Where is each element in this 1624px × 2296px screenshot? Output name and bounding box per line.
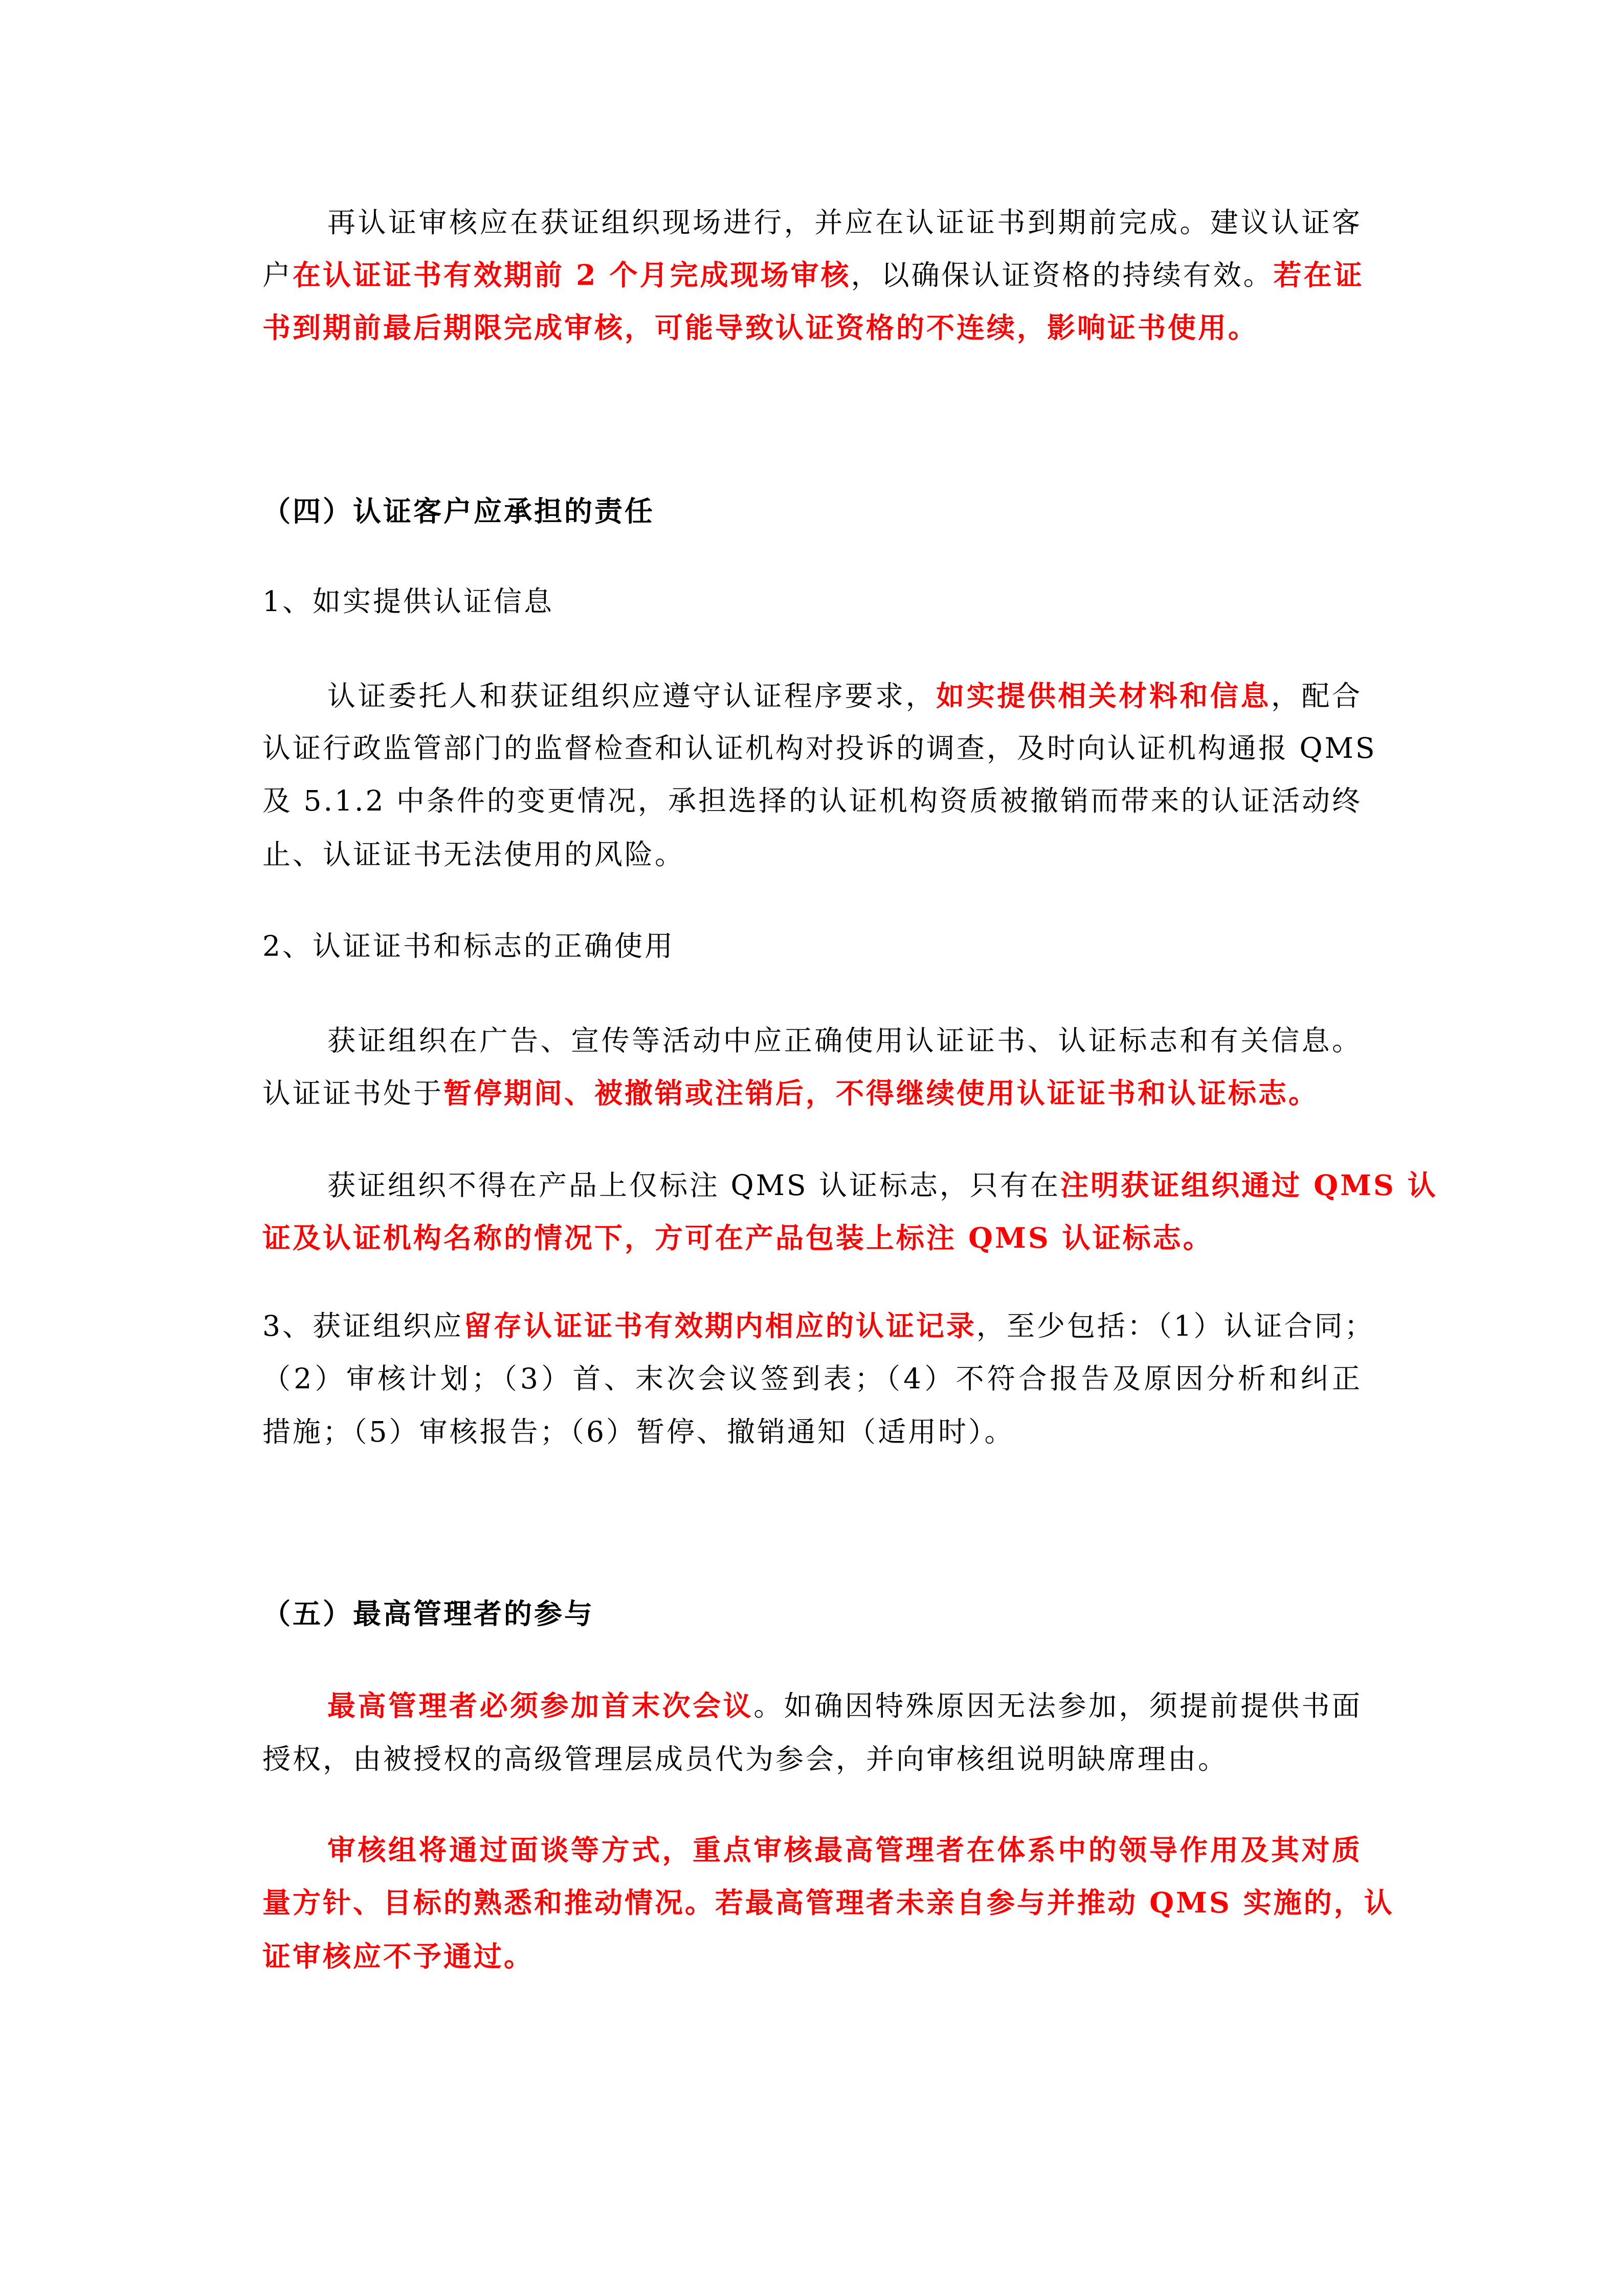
recert-paragraph-line-2 <box>262 259 1362 291</box>
text-run: 认证委托人和获证组织应遵守认证程序要求， <box>327 680 937 712</box>
recert-paragraph-line-1 <box>327 207 1362 238</box>
highlight-run: 注明获证组织通过 QMS 认 <box>1060 1168 1438 1202</box>
highlight-run: 暂停期间、被撤销或注销后，不得继续使用认证证书和认证标志。 <box>443 1076 1319 1110</box>
highlight-run: 审核组将通过面谈等方式，重点审核最高管理者在体系中的领导作用及其对质 <box>327 1833 1362 1866</box>
recert-paragraph-line-3 <box>262 312 1362 344</box>
item-1-paragraph-line-2 <box>262 732 1377 764</box>
text-run: 获证组织在广告、宣传等活动中应正确使用认证证书、认证标志和有关信息。 <box>327 1024 1362 1057</box>
item-3-line-3 <box>262 1416 1362 1448</box>
text-run: 及 5.1.2 中条件的变更情况，承担选择的认证机构资质被撤销而带来的认证活动终 <box>262 784 1362 817</box>
item-3-line-2 <box>262 1363 1362 1394</box>
text-run: 措施；（5）审核报告；（6）暂停、撤销通知（适用时）。 <box>262 1415 1015 1448</box>
text-run: 认证证书处于 <box>262 1077 444 1110</box>
text-run: ，以确保认证资格的持续有效。 <box>851 259 1274 291</box>
highlight-run: 证及认证机构名称的情况下，方可在产品包装上标注 QMS 认证标志。 <box>262 1221 1213 1254</box>
item-3-line-1 <box>262 1309 1375 1342</box>
highlight-run: 留存认证证书有效期内相应的认证记录 <box>463 1309 977 1342</box>
text-run: 户 <box>262 259 293 291</box>
highlight-run: 最高管理者必须参加首末次会议 <box>327 1689 754 1722</box>
item-2-paragraph-b-line-1 <box>327 1168 1438 1202</box>
section-4-heading: （四）认证客户应承担的责任 <box>262 494 655 528</box>
item-1-title: 1、如实提供认证信息 <box>262 585 554 618</box>
text-run: 3、获证组织应 <box>262 1310 463 1342</box>
text-run: 认证行政监管部门的监督检查和认证机构对投诉的调查，及时向认证机构通报 QMS <box>262 732 1377 764</box>
item-2-title: 2、认证证书和标志的正确使用 <box>262 930 675 962</box>
item-1-paragraph-line-1 <box>327 680 1362 712</box>
item-1-paragraph-line-3 <box>262 785 1362 817</box>
text-run: （2）审核计划；（3）首、末次会议签到表；（4）不符合报告及原因分析和纠正 <box>262 1362 1362 1395</box>
highlight-run: 证审核应不予通过。 <box>262 1940 535 1973</box>
item-2-paragraph-b-line-2 <box>262 1222 1362 1254</box>
highlight-run: 若在证 <box>1273 258 1364 291</box>
section-5-paragraph-a-line-2 <box>262 1743 1362 1775</box>
section-5-paragraph-b-line-3 <box>262 1941 1362 1972</box>
text-run: ，至少包括：（1）认证合同； <box>976 1310 1375 1342</box>
text-run: 获证组织不得在产品上仅标注 QMS 认证标志，只有在 <box>327 1169 1061 1202</box>
text-run: 再认证审核应在获证组织现场进行，并应在认证证书到期前完成。建议认证客 <box>327 206 1362 239</box>
section-5-heading: （五）最高管理者的参与 <box>262 1597 595 1630</box>
section-5-paragraph-a-line-1 <box>327 1690 1362 1722</box>
highlight-run: 量方针、目标的熟悉和推动情况。若最高管理者未亲自参与并推动 QMS 实施的，认 <box>262 1886 1394 1919</box>
item-2-paragraph-a-line-2 <box>262 1077 1362 1109</box>
text-run: 。如确因特殊原因无法参加，须提前提供书面 <box>753 1690 1362 1722</box>
highlight-run: 在认证证书有效期前 2 个月完成现场审核 <box>293 258 851 291</box>
item-1-paragraph-line-4 <box>262 839 1362 870</box>
section-5-paragraph-b-line-1 <box>327 1834 1362 1866</box>
text-run: 止、认证证书无法使用的风险。 <box>262 838 685 871</box>
text-run: 授权，由被授权的高级管理层成员代为参会，并向审核组说明缺席理由。 <box>262 1743 1229 1775</box>
text-run: ，配合 <box>1271 680 1362 712</box>
highlight-run: 书到期前最后期限完成审核，可能导致认证资格的不连续，影响证书使用。 <box>262 311 1259 344</box>
item-2-paragraph-a-line-1 <box>327 1025 1362 1056</box>
highlight-run: 如实提供相关材料和信息 <box>936 679 1271 712</box>
section-5-paragraph-b-line-2 <box>262 1886 1394 1919</box>
